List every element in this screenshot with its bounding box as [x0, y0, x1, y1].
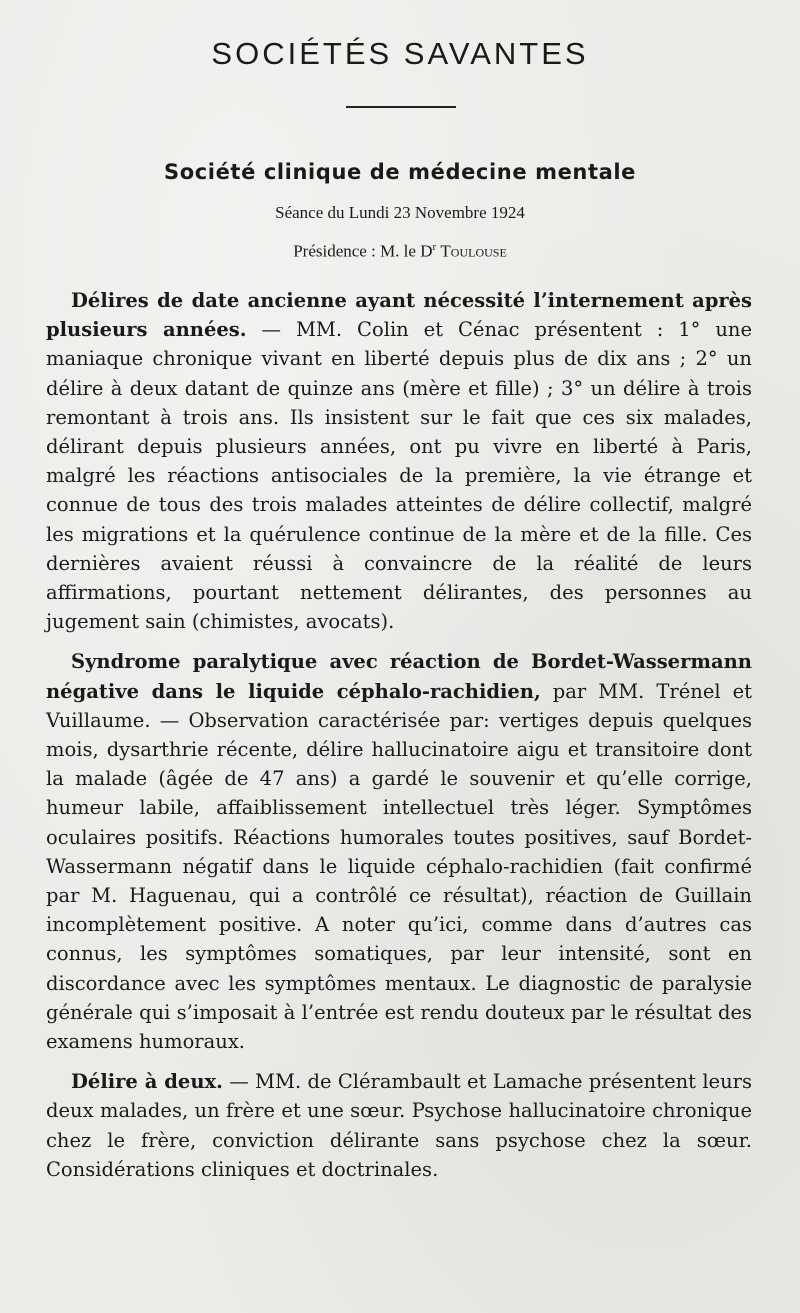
section-title: SOCIÉTÉS SAVANTES: [211, 36, 589, 71]
paragraph-delire-a-deux: [46, 1067, 752, 1184]
paragraph-syndrome-paralytique: [46, 647, 752, 1056]
paragraph-delires-date-ancienne: [46, 286, 752, 636]
society-name: Société clinique de médecine mentale: [163, 160, 637, 184]
paragraph-text: par MM. Trénel et Vuillaume. — Observation caractérisée par: vertiges depuis quelques mois, dysarthrie récente, délire hallucinatoire aigu et transitoire dont la malade (âgée de 47 ans) a gardé le souvenir et qu’elle corrige, humeur labile, affaiblissement intellectuel très léger. Symptômes oculaires positifs. Réactions humorales toutes positives, sauf Bordet-Wassermann négatif dans le liquide céphalo-rachidien (fait confirmé par M. Haguenau, qui a contrôlé ce résultat), réaction de Guillain incomplètement positive. A noter qu’ici, comme dans d’autres cas connus, les symptômes somatiques, par leur intensité, sont en discordance avec les symptômes mentaux. Le diagnostic de paralysie générale qui s’imposait à l’entrée est rendu douteux par le résultat des examens humoraux.: [46, 679, 752, 1054]
presidence-prefix: Présidence : M. le D: [293, 241, 433, 261]
presidence-name: Toulouse: [440, 241, 507, 261]
article-body: [46, 286, 752, 1184]
paragraph-text: — MM. Colin et Cénac présentent : 1° une maniaque chronique vivant en liberté depuis plus de dix ans ; 2° un délire à deux datant de quinze ans (mère et fille) ; 3° un délire à trois remontant à trois ans. Ils insistent sur le fait que ces six malades, délirant depuis plusieurs années, ont pu vivre en liberté à Paris, malgré les réactions antisociales de la première, la vie étrange et connue de tous des trois malades atteintes de délire collectif, malgré les migrations et la quérulence continue de la mère et de la fille. Ces dernières avaient réussi à convaincre de la réalité de leurs affirmations, pourtant nettement délirantes, des personnes au jugement sain (chimistes, avocats).: [46, 318, 752, 634]
paragraph-text: — MM. de Clérambault et Lamache présentent leurs deux malades, un frère et une sœur. Psychose hallucinatoire chronique chez le frère, conviction délirante sans psychose chez la sœur. Considérations cliniques et doctrinales.: [46, 1070, 752, 1181]
presidence-sup: r: [432, 241, 437, 253]
paragraph-heading: Syndrome paralytique avec réaction de Bordet-Wassermann négative dans le liquide céphalo-rachidien,: [46, 650, 752, 703]
title-divider: [346, 106, 456, 108]
seance-line: Séance du Lundi 23 Novembre 1924: [275, 203, 525, 222]
presidence-line: [0, 241, 800, 262]
paragraph-heading: Délire à deux.: [71, 1070, 223, 1094]
paragraph-heading: Délires de date ancienne ayant nécessité l’internement après plusieurs années.: [46, 289, 752, 342]
